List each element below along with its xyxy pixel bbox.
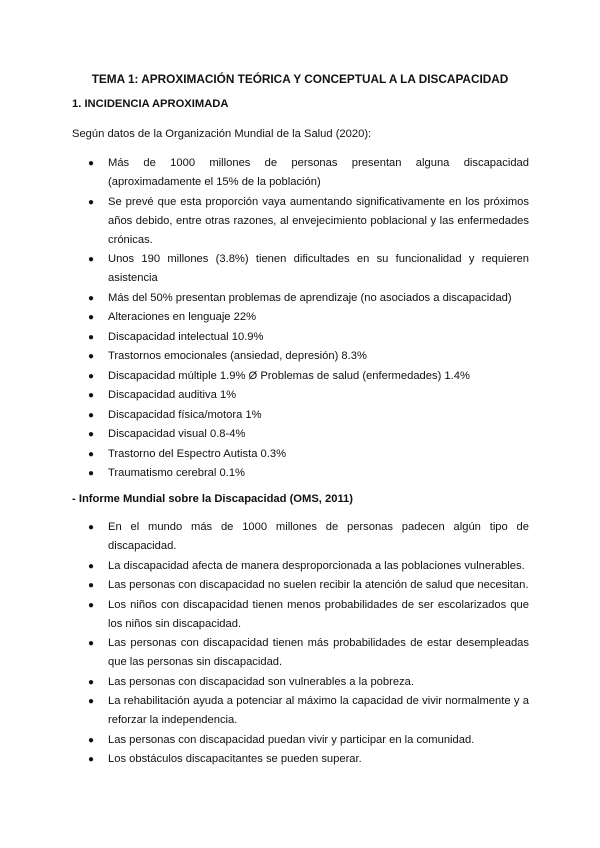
section-heading-incidencia: 1. INCIDENCIA APROXIMADA <box>72 98 229 110</box>
bullet-icon: ● <box>88 331 95 343</box>
page-title: TEMA 1: APROXIMACIÓN TEÓRICA Y CONCEPTUAL A LA DISCAPACIDAD <box>91 72 509 86</box>
bullet-icon: ● <box>88 390 95 401</box>
list-item: ● La discapacidad afecta de manera desproporcionada a las poblaciones vulnerables. <box>72 557 529 576</box>
list-item: ● Los obstáculos discapacitantes se pueden superar. <box>72 750 529 769</box>
bullet-icon: ● <box>88 676 95 688</box>
list-item: ● Traumatismo cerebral 0.1% <box>72 464 529 483</box>
list-item: ● Las personas con discapacidad tienen más probabilidades de estar desempleadas que las personas sin discapacidad. <box>72 634 529 672</box>
bullet-icon: ● <box>88 312 95 323</box>
bullet-icon: ● <box>88 158 95 169</box>
list-item: ● Más del 50% presentan problemas de aprendizaje (no asociados a discapacidad) <box>72 289 529 308</box>
bullet-icon: ● <box>88 599 95 611</box>
report-findings-list <box>72 518 529 770</box>
intro-paragraph: Según datos de la Organización Mundial de la Salud (2020): <box>72 128 372 140</box>
bullet-icon: ● <box>88 580 95 591</box>
bullet-icon: ● <box>88 754 95 765</box>
bullet-icon: ● <box>88 196 95 208</box>
bullet-icon: ● <box>88 292 95 304</box>
list-item: ● En el mundo más de 1000 millones de personas padecen algún tipo de discapacidad. <box>72 518 529 556</box>
list-item: ● Los niños con discapacidad tienen menos probabilidades de ser escolarizados que los niños sin discapacidad. <box>72 596 529 634</box>
bullet-icon: ● <box>88 638 95 649</box>
list-item: ● Las personas con discapacidad puedan vivir y participar en la comunidad. <box>72 731 529 750</box>
bullet-icon: ● <box>88 254 95 265</box>
list-item: ● Más de 1000 millones de personas presentan alguna discapacidad (aproximadamente el 15% de la población) <box>72 154 529 192</box>
list-item: ● Trastornos emocionales (ansiedad, depresión) 8.3% <box>72 347 529 366</box>
list-item: ● Unos 190 millones (3.8%) tienen dificultades en su funcionalidad y requieren asistencia <box>72 250 529 288</box>
list-item: ● Alteraciones en lenguaje 22% <box>72 308 529 327</box>
list-item: ● Las personas con discapacidad son vulnerables a la pobreza. <box>72 673 529 692</box>
bullet-icon: ● <box>88 409 95 421</box>
section-heading-informe-mundial: - Informe Mundial sobre la Discapacidad (OMS, 2011) <box>72 493 354 505</box>
list-item: ● La rehabilitación ayuda a potenciar al máximo la capacidad de vivir normalmente y a reforzar la independencia. <box>72 692 529 730</box>
list-item: ● Discapacidad múltiple 1.9% Ø Problemas de salud (enfermedades) 1.4% <box>72 367 529 386</box>
list-item: ● Discapacidad física/motora 1% <box>72 406 529 425</box>
list-item: ● Trastorno del Espectro Autista 0.3% <box>72 445 529 464</box>
bullet-icon: ● <box>88 696 95 707</box>
bullet-icon: ● <box>88 734 95 746</box>
list-item: ● Discapacidad auditiva 1% <box>72 386 529 405</box>
bullet-icon: ● <box>88 468 95 479</box>
list-item: ● Se prevé que esta proporción vaya aumentando significativamente en los próximos años debido, entre otras razones, al envejecimiento poblacional y las enfermedades crónicas. <box>72 193 529 250</box>
bullet-icon: ● <box>88 351 95 362</box>
bullet-icon: ● <box>88 522 95 533</box>
bullet-icon: ● <box>88 448 95 460</box>
list-item: ● Las personas con discapacidad no suelen recibir la atención de salud que necesitan. <box>72 576 529 595</box>
bullet-icon: ● <box>88 560 95 572</box>
bullet-icon: ● <box>88 370 95 382</box>
bullet-icon: ● <box>88 429 95 440</box>
incidence-list <box>72 154 529 484</box>
list-item: ● Discapacidad intelectual 10.9% <box>72 328 529 347</box>
list-item: ● Discapacidad visual 0.8-4% <box>72 425 529 444</box>
